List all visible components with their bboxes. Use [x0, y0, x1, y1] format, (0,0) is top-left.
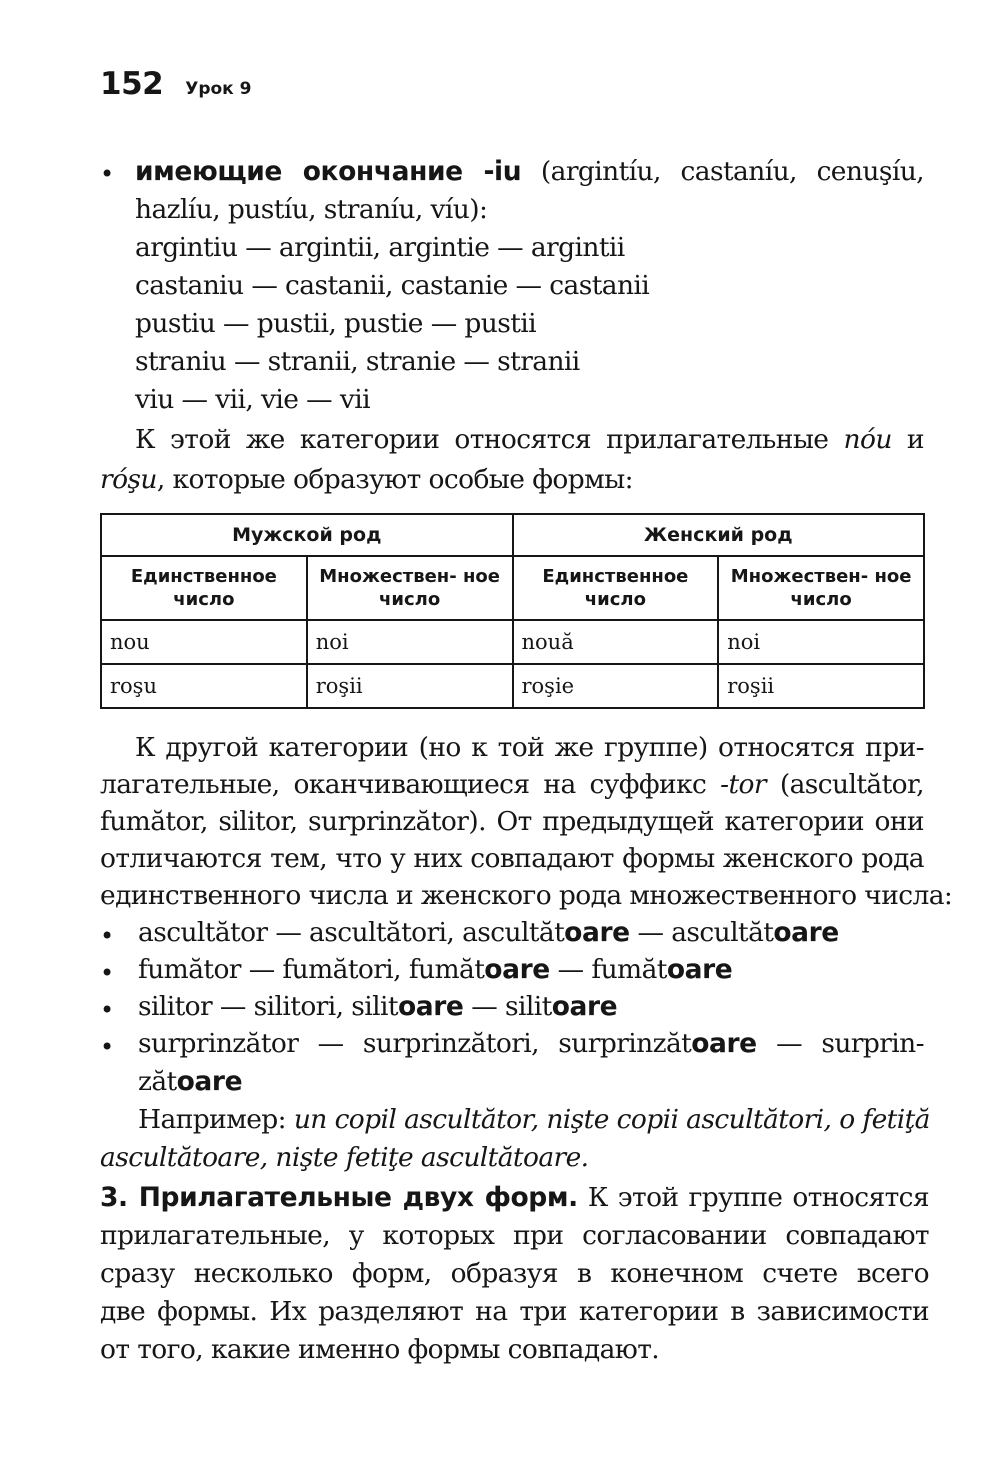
table-cell: roşii	[718, 664, 924, 708]
table-cell: noi	[718, 620, 924, 664]
tor-text: (ascultător,	[765, 769, 924, 800]
table-cell: nou	[101, 620, 307, 664]
section3-text: К этой группе относятся	[577, 1182, 929, 1213]
tor-para-line: К другой категории (но к той же группе) относятся при-	[135, 732, 924, 763]
list-item-continuation	[138, 1066, 242, 1097]
list-item	[138, 1028, 924, 1059]
item-text: ascultător — ascultători, ascultăt	[138, 917, 565, 948]
tor-para-line: отличаются тем, что у них совпадают формы женского рода	[100, 843, 924, 874]
item-text: — silit	[463, 991, 552, 1022]
item-ending: oare	[176, 1066, 243, 1097]
lesson-label: Урок 9	[185, 79, 252, 99]
table-cell: roşie	[513, 664, 719, 708]
item-ending: oare	[666, 954, 733, 985]
item-text: — fumăt	[549, 954, 667, 985]
table-cell: noi	[307, 620, 513, 664]
tor-text: лагательные, оканчивающиеся на суффикс	[100, 769, 721, 800]
example-text: ascultătoare, nişte fetiţe ascultătoare.	[100, 1142, 589, 1173]
group-header: Мужской род	[101, 514, 513, 556]
iu-example: castaniu — castanii, castanie — castanii	[135, 270, 650, 301]
item-ending: oare	[564, 917, 630, 948]
iu-example: straniu — stranii, stranie — stranii	[135, 346, 580, 377]
iu-example: argintiu — argintii, argintie — argintii	[135, 232, 625, 263]
bullet: •	[100, 1033, 115, 1061]
subheader-cell: Единственное число	[513, 556, 719, 620]
bullet: •	[100, 922, 115, 950]
group-header: Женский род	[513, 514, 925, 556]
table-row	[101, 620, 924, 664]
item-ending: oare	[484, 954, 550, 985]
iu-lead-rest: (argintíu, castaníu, cenuşíu,	[521, 156, 924, 187]
list-item	[138, 917, 839, 948]
list-item	[138, 954, 732, 985]
item-ending: oare	[397, 991, 464, 1022]
table-cell: nouă	[513, 620, 719, 664]
item-text: — ascultăt	[629, 917, 774, 948]
subheader-cell: Множествен- ное число	[307, 556, 513, 620]
item-text: surprinzător — surprinzători, surprinzăt	[138, 1028, 692, 1059]
tor-para-line	[100, 769, 924, 800]
page-number: 152	[100, 66, 164, 102]
section3-heading: 3. Прилагательные двух форм.	[100, 1182, 578, 1213]
tor-para-line: fumător, silitor, surprinzător). От предыдущей категории они	[100, 806, 924, 837]
iu-example: viu — vii, vie — vii	[135, 384, 371, 415]
note-text: и	[891, 424, 924, 455]
note-word-rosu: róşu	[100, 464, 157, 495]
iu-line2: hazlíu, pustíu, straníu, víu):	[135, 194, 488, 225]
example-label: Например:	[138, 1104, 294, 1135]
table-cell: roşii	[307, 664, 513, 708]
bullet: •	[100, 160, 115, 188]
example-line2	[100, 1142, 589, 1173]
iu-lead-bold: имеющие окончание -iu	[135, 156, 522, 187]
item-text: zăt	[138, 1066, 177, 1097]
section3-line: от того, какие именно формы совпадают.	[100, 1334, 660, 1365]
section3-line	[100, 1182, 929, 1213]
forms-table	[100, 513, 925, 709]
section3-line: прилагательные, у которых при согласовании совпадают	[100, 1220, 929, 1251]
example-line1	[138, 1104, 930, 1135]
note-text: К этой же категории относятся прилагательные	[135, 424, 844, 455]
note-line2	[100, 464, 633, 495]
section3-line: сразу несколько форм, образуя в конечном счете всего	[100, 1258, 929, 1289]
section3-line: две формы. Их разделяют на три категории в зависимости	[100, 1296, 929, 1327]
example-text: un copil ascultător, nişte copii ascultători, o fetiţă	[293, 1104, 930, 1135]
bullet: •	[100, 959, 115, 987]
subheader-cell: Множествен- ное число	[718, 556, 924, 620]
note-line1	[135, 424, 924, 455]
bullet: •	[100, 996, 115, 1024]
table-row	[101, 664, 924, 708]
subheader-cell: Единственное число	[101, 556, 307, 620]
item-ending: oare	[691, 1028, 757, 1059]
note-word-nou: nóu	[843, 424, 892, 455]
tor-para-line: единственного числа и женского рода множественного числа:	[100, 880, 953, 911]
item-ending: oare	[551, 991, 618, 1022]
list-item	[138, 991, 617, 1022]
iu-example: pustiu — pustii, pustie — pustii	[135, 308, 537, 339]
running-header	[100, 66, 251, 102]
item-text: — surprin-	[756, 1028, 924, 1059]
table-cell: roşu	[101, 664, 307, 708]
item-text: fumător — fumători, fumăt	[138, 954, 485, 985]
table-subheader-row	[101, 556, 924, 620]
tor-suffix: -tor	[720, 769, 766, 800]
table-group-row	[101, 514, 924, 556]
item-text: silitor — silitori, silit	[138, 991, 398, 1022]
note-text: , которые образуют особые формы:	[156, 464, 633, 495]
iu-lead-line	[135, 156, 924, 187]
item-ending: oare	[773, 917, 839, 948]
